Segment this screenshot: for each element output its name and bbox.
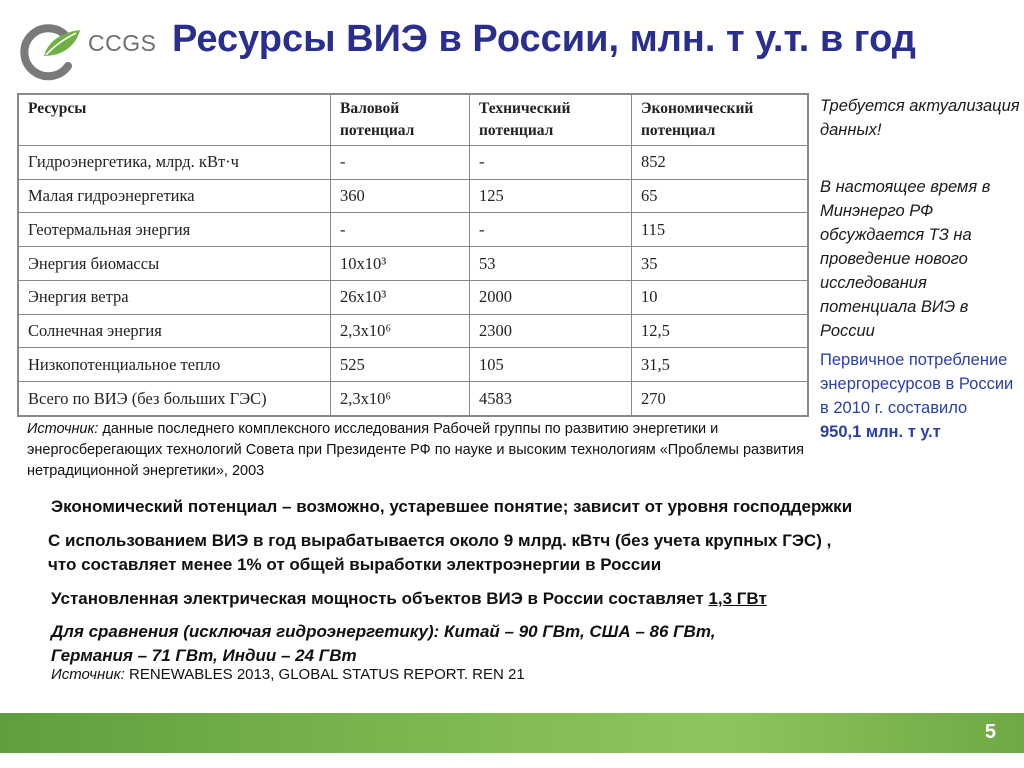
table-header-cell: Валовой потенциал <box>331 95 470 146</box>
statement-line: Германия – 71 ГВт, Индии – 24 ГВт <box>51 646 357 665</box>
statement-line: Для сравнения (исключая гидроэнергетику): Китай – 90 ГВт, США – 86 ГВт, <box>51 622 716 641</box>
table-cell: Геотермальная энергия <box>19 213 331 247</box>
resources-table <box>18 94 808 416</box>
page-number: 5 <box>984 721 996 743</box>
table-cell: 2000 <box>470 280 632 314</box>
footer-bar <box>0 713 1024 753</box>
table-row <box>19 348 808 382</box>
source-label: Источник: <box>27 421 99 437</box>
table-row <box>19 213 808 247</box>
table-row <box>19 382 808 416</box>
table-cell: Низкопотенциальное тепло <box>19 348 331 382</box>
table-row <box>19 179 808 213</box>
table-cell: 10x10³ <box>331 247 470 281</box>
table-row <box>19 247 808 281</box>
ccgs-logo <box>20 22 160 82</box>
statement-annual-generation <box>48 529 831 577</box>
statement-economic-potential: Экономический потенциал – возможно, устаревшее понятие; зависит от уровня господдержки <box>51 497 853 516</box>
report-source <box>51 666 525 683</box>
statement-line: С использованием ВИЭ в год вырабатывается около 9 млрд. кВтч (без учета крупных ГЭС) , <box>48 531 832 550</box>
table-header-cell: Экономический потенциал <box>632 95 808 146</box>
table-cell: 125 <box>470 179 632 213</box>
table-cell: 2300 <box>470 314 632 348</box>
note-primary-consumption-value: 950,1 млн. т у.т <box>820 423 941 441</box>
table-row <box>19 280 808 314</box>
source-label: Источник: <box>51 666 125 683</box>
table-cell: 26x10³ <box>331 280 470 314</box>
table-cell: - <box>331 213 470 247</box>
table-row <box>19 145 808 179</box>
table-cell: 115 <box>632 213 808 247</box>
resources-table-frame <box>17 93 809 417</box>
table-row <box>19 314 808 348</box>
table-cell: 525 <box>331 348 470 382</box>
logo-mark-icon <box>20 22 82 82</box>
table-cell: Гидроэнергетика, млрд. кВт·ч <box>19 145 331 179</box>
table-cell: - <box>470 213 632 247</box>
table-cell: 53 <box>470 247 632 281</box>
source-text: RENEWABLES 2013, GLOBAL STATUS REPORT. REN 21 <box>129 666 525 683</box>
table-cell: - <box>470 145 632 179</box>
table-header-row <box>19 95 808 146</box>
table-cell: Малая гидроэнергетика <box>19 179 331 213</box>
page-title: Ресурсы ВИЭ в России, млн. т у.т. в год <box>172 18 916 60</box>
table-cell: 105 <box>470 348 632 382</box>
table-cell: 10 <box>632 280 808 314</box>
table-cell: 2,3x10⁶ <box>331 314 470 348</box>
table-cell: 360 <box>331 179 470 213</box>
statement-comparison <box>51 620 715 668</box>
table-cell: Энергия ветра <box>19 280 331 314</box>
table-cell: Энергия биомассы <box>19 247 331 281</box>
table-cell: 270 <box>632 382 808 416</box>
table-cell: 4583 <box>470 382 632 416</box>
logo-text: CCGS <box>88 30 157 56</box>
table-cell: Солнечная энергия <box>19 314 331 348</box>
table-cell: Всего по ВИЭ (без больших ГЭС) <box>19 382 331 416</box>
note-update-needed: Требуется актуализация данных! <box>820 97 1020 139</box>
table-cell: 12,5 <box>632 314 808 348</box>
statement-text: Установленная электрическая мощность объектов ВИЭ в России составляет <box>51 589 704 608</box>
table-cell: 31,5 <box>632 348 808 382</box>
table-source <box>27 419 807 482</box>
statement-line: что составляет менее 1% от общей выработки электроэнергии в России <box>48 555 662 574</box>
table-cell: 2,3x10⁶ <box>331 382 470 416</box>
note-ministry-discussion: В настоящее время в Минэнерго РФ обсуждается ТЗ на проведение нового исследования потенциала ВИЭ в России <box>820 178 991 340</box>
table-header-cell: Технический потенциал <box>470 95 632 146</box>
table-cell: 65 <box>632 179 808 213</box>
source-text: данные последнего комплексного исследования Рабочей группы по развитию энергетики и энергосберегающих технологий Совета при Президенте РФ по науке и высоким технологиям «Проблемы развития нетрадиционной энергетики», 2003 <box>27 421 804 479</box>
table-header-cell: Ресурсы <box>19 95 331 146</box>
note-primary-consumption-text: Первичное потребление энергоресурсов в России в 2010 г. составило <box>820 351 1014 417</box>
installed-capacity-value: 1,3 ГВт <box>708 589 767 608</box>
note-primary-consumption <box>820 348 1020 444</box>
table-cell: 852 <box>632 145 808 179</box>
table-cell: 35 <box>632 247 808 281</box>
table-cell: - <box>331 145 470 179</box>
statement-installed-capacity <box>51 587 767 611</box>
